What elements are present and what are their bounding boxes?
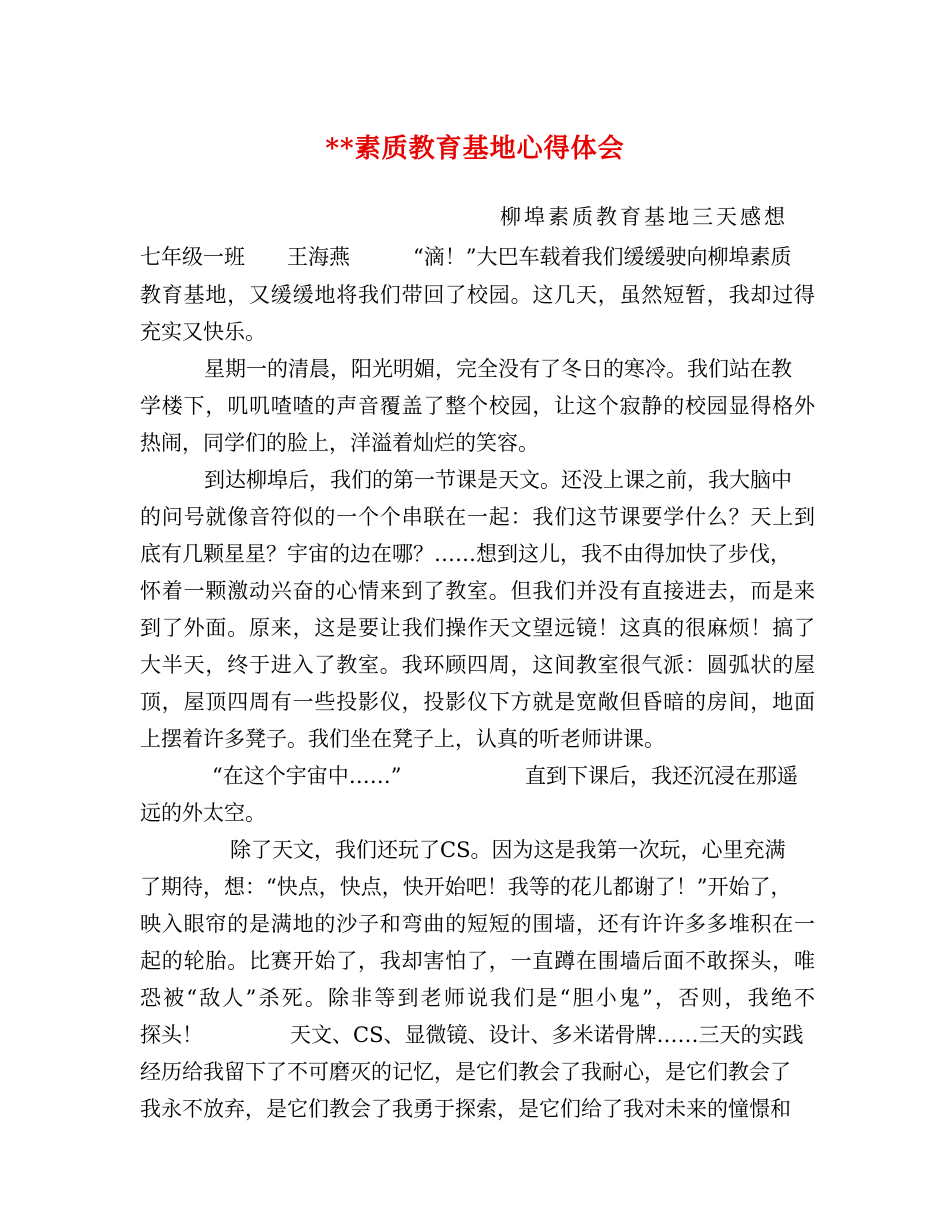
text-line: 天文、CS、显微镜、设计、多米诺骨牌……三天的实践 [290,1023,804,1047]
text-line: 上摆着许多凳子。我们坐在凳子上，认真的听老师讲课。 [140,727,665,751]
text-line: 经历给我留下了不可磨灭的记忆，是它们教会了我耐心，是它们教会了 [140,1060,791,1084]
text-line: 了期待，想：“快点，快点，快开始吧！我等的花儿都谢了！”开始了， [140,875,792,899]
text-line: 远的外太空。 [140,801,266,825]
text-line: 充实又快乐。 [140,320,266,344]
text-line: 恐被“敌人”杀死。除非等到老师说我们是“胆小鬼”，否则，我绝不 [140,986,815,1010]
document-title: **素质教育基地心得体会 [325,134,625,164]
text-line: 映入眼帘的是满地的沙子和弯曲的短短的围墙，还有许许多多堆积在一 [140,912,815,936]
text-line: 到达柳埠后，我们的第一节课是天文。还没上课之前，我大脑中 [204,468,792,492]
text-line: 除了天文，我们还玩了CS。因为这是我第一次玩，心里充满 [230,838,786,862]
text-line: 七年级一班 王海燕 “滴！”大巴车载着我们缓缓驶向柳埠素质 [140,245,792,269]
text-line: 怀着一颗激动兴奋的心情来到了教室。但我们并没有直接进去，而是来 [140,579,815,603]
text-line: “在这个宇宙中……” [212,764,402,788]
text-line: 顶，屋顶四周有一些投影仪，投影仪下方就是宽敞但昏暗的房间，地面 [140,690,815,714]
text-line: 热闹，同学们的脸上，洋溢着灿烂的笑容。 [140,431,539,455]
text-line: 起的轮胎。比赛开始了，我却害怕了，一直蹲在围墙后面不敢探头，唯 [140,949,815,973]
text-line: 到了外面。原来，这是要让我们操作天文望远镜！这真的很麻烦！搞了 [140,616,815,640]
text-line: 的问号就像音符似的一个个串联在一起：我们这节课要学什么？天上到 [140,505,815,529]
subtitle-line: 柳埠素质教育基地三天感想 [500,205,788,229]
text-line: 底有几颗星星？宇宙的边在哪？……想到这儿，我不由得加快了步伐， [140,542,791,566]
text-line: 学楼下，叽叽喳喳的声音覆盖了整个校园，让这个寂静的校园显得格外 [140,394,815,418]
text-line: 大半天，终于进入了教室。我环顾四周，这间教室很气派：圆弧状的屋 [140,653,815,677]
text-line: 我永不放弃，是它们教会了我勇于探索，是它们给了我对未来的憧憬和 [140,1097,791,1121]
text-line: 教育基地，又缓缓地将我们带回了校园。这几天，虽然短暂，我却过得 [140,283,815,307]
text-line: 星期一的清晨，阳光明媚，完全没有了冬日的寒冷。我们站在教 [204,357,792,381]
text-line: 直到下课后，我还沉浸在那遥 [525,764,798,788]
text-line: 探头！ [140,1023,203,1047]
